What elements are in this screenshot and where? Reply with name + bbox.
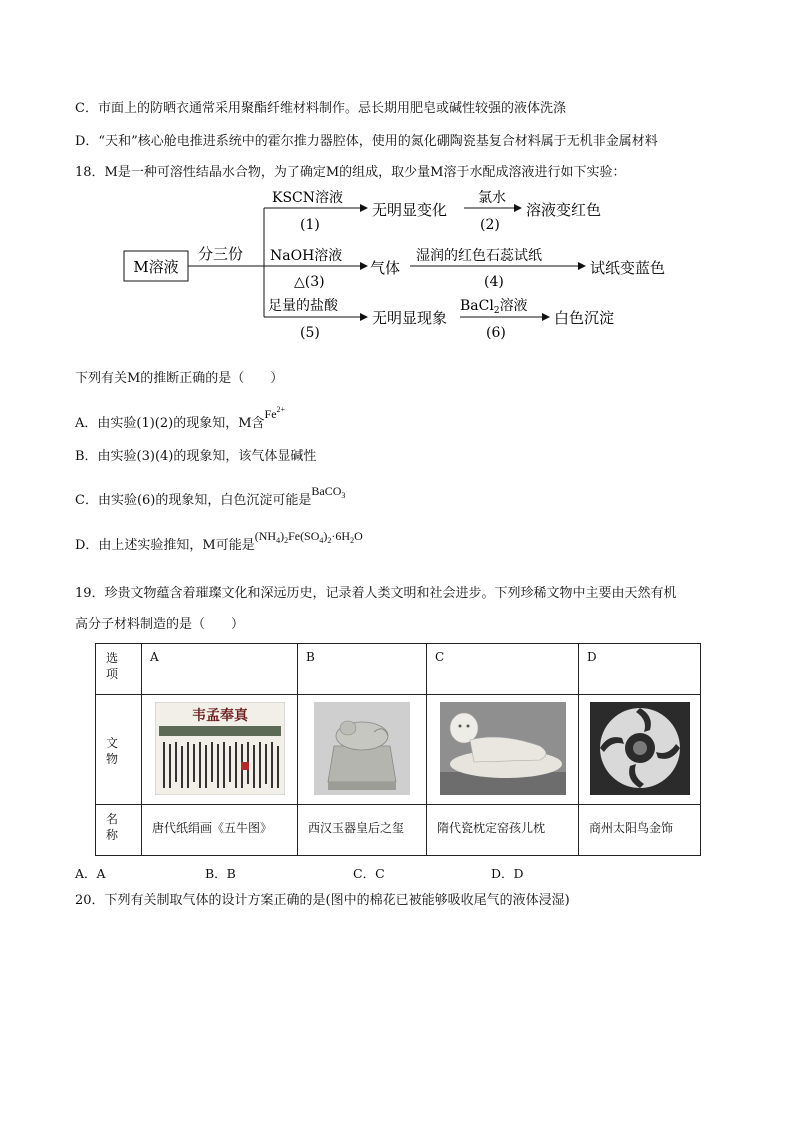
q18-option-a (75, 405, 286, 433)
row2-arrowhead-2 (578, 262, 586, 270)
row1-arrowhead-2 (514, 204, 522, 212)
q18-option-d-text: D．由上述实验推知，M可能是 (75, 538, 255, 553)
relic-b-image-cell (298, 695, 427, 805)
row1-reagent: KSCN溶液 (272, 190, 344, 206)
relic-a-image-cell (142, 695, 298, 805)
table-row-option (96, 644, 701, 695)
row1-result: 无明显变化 (372, 201, 448, 219)
relic-a-name: 唐代纸绢画《五牛图》 (142, 805, 298, 856)
q19-relics-table (95, 643, 701, 856)
row3-step2: (6) (486, 325, 506, 341)
q18-option-c-formula: BaCO$_3$ (311, 484, 346, 500)
row2-step2: (4) (484, 274, 504, 290)
row3-final: 白色沉淀 (554, 309, 615, 327)
q18-flow-diagram (0, 180, 800, 350)
row2-final: 试纸变蓝色 (590, 259, 666, 277)
row3-result: 无明显现象 (372, 309, 448, 327)
q18-option-b: B．由实验(3)(4)的现象知，该气体显碱性 (75, 449, 317, 464)
table-row-relic (96, 695, 701, 805)
five-oxen-scroll-image (155, 702, 285, 795)
q17-option-d: D．“天和”核心舱电推进系统中的霍尔推力器腔体，使用的氮化硼陶瓷基复合材料属于无机非金属材料 (75, 134, 658, 149)
row3-reagent2-sub: 2 (493, 306, 500, 316)
row2-reagent2: 湿润的红色石蕊试纸 (416, 248, 542, 264)
row3-step: (5) (300, 325, 320, 341)
q18-option-c-text: C．由实验(6)的现象知，白色沉淀可能是 (75, 493, 312, 508)
relic-c-image-cell (427, 695, 579, 805)
row3-arrowhead-1 (360, 313, 368, 321)
row3-arrowhead-2 (542, 313, 550, 321)
header-name: 名 称 (96, 805, 142, 856)
q18-option-a-text: A．由实验(1)(2)的现象知，M含 (75, 416, 265, 431)
q17-option-c: C．市面上的防晒衣通常采用聚酯纤维材料制作。忌长期用肥皂或碱性较强的液体洗涤 (75, 101, 566, 116)
q18-option-c (75, 484, 346, 514)
row2-reagent: NaOH溶液 (270, 248, 343, 264)
col-c-label: C (427, 644, 579, 695)
col-a-label: A (142, 644, 298, 695)
child-pillow-image (440, 702, 566, 795)
row3-reagent2-tail: 溶液 (499, 298, 528, 314)
q19-stem-line1: 19．珍贵文物蕴含着璀璨文化和深远历史，记录着人类文明和社会进步。下列珍稀文物中主要由天然有机 (75, 586, 677, 601)
q18-option-d-formula: $(NH_4)_2Fe(SO_4)_2\cdot 6H_2O$ (254, 529, 363, 545)
jade-seal-image (314, 702, 410, 795)
row2-result: 气体 (370, 259, 401, 277)
header-relic: 文 物 (96, 695, 142, 805)
q19-stem-line2: 高分子材料制造的是（ ） (75, 617, 245, 632)
row1-reagent2: 氯水 (478, 190, 506, 206)
header-option: 选 项 (96, 644, 142, 695)
q19-answer-d[interactable]: D．D (491, 866, 524, 881)
row1-step: (1) (300, 217, 320, 233)
split-label: 分三份 (198, 245, 244, 263)
q18-option-a-formula: $Fe^{2+}$ (264, 405, 286, 421)
relic-d-image-cell (579, 695, 701, 805)
q20-stem: 20．下列有关制取气体的设计方案正确的是(图中的棉花已被能够吸收尾气的液体浸湿) (75, 893, 570, 908)
row1-final: 溶液变红色 (526, 201, 602, 219)
row1-step2: (2) (480, 217, 500, 233)
col-b-label: B (298, 644, 427, 695)
q18-stem: 18．M是一种可溶性结晶水合物，为了确定M的组成，取少量M溶于水配成溶液进行如下实验： (75, 165, 626, 180)
q18-option-d (75, 529, 363, 559)
row1-arrowhead-1 (360, 204, 368, 212)
relic-c-name: 隋代瓷枕定窑孩儿枕 (427, 805, 579, 856)
row2-step: △(3) (294, 274, 325, 290)
row3-reagent: 足量的盐酸 (268, 298, 338, 314)
sun-bird-gold-image (590, 702, 690, 795)
row2-arrowhead-1 (360, 262, 368, 270)
row3-reagent2 (460, 297, 528, 316)
q19-answer-a[interactable]: A．A (75, 866, 106, 881)
q18-question: 下列有关M的推断正确的是（ ） (75, 371, 284, 386)
q19-answer-c[interactable]: C．C (353, 866, 385, 881)
table-row-name (96, 805, 701, 856)
svg-text:韦孟奉真: 韦孟奉真 (191, 708, 248, 724)
relic-b-name: 西汉玉器皇后之玺 (298, 805, 427, 856)
q19-answer-b[interactable]: B．B (205, 866, 236, 881)
row3-reagent2-main: BaCl (460, 298, 494, 314)
relic-d-name: 商州太阳鸟金饰 (579, 805, 701, 856)
col-d-label: D (579, 644, 701, 695)
start-label: M溶液 (133, 258, 179, 276)
